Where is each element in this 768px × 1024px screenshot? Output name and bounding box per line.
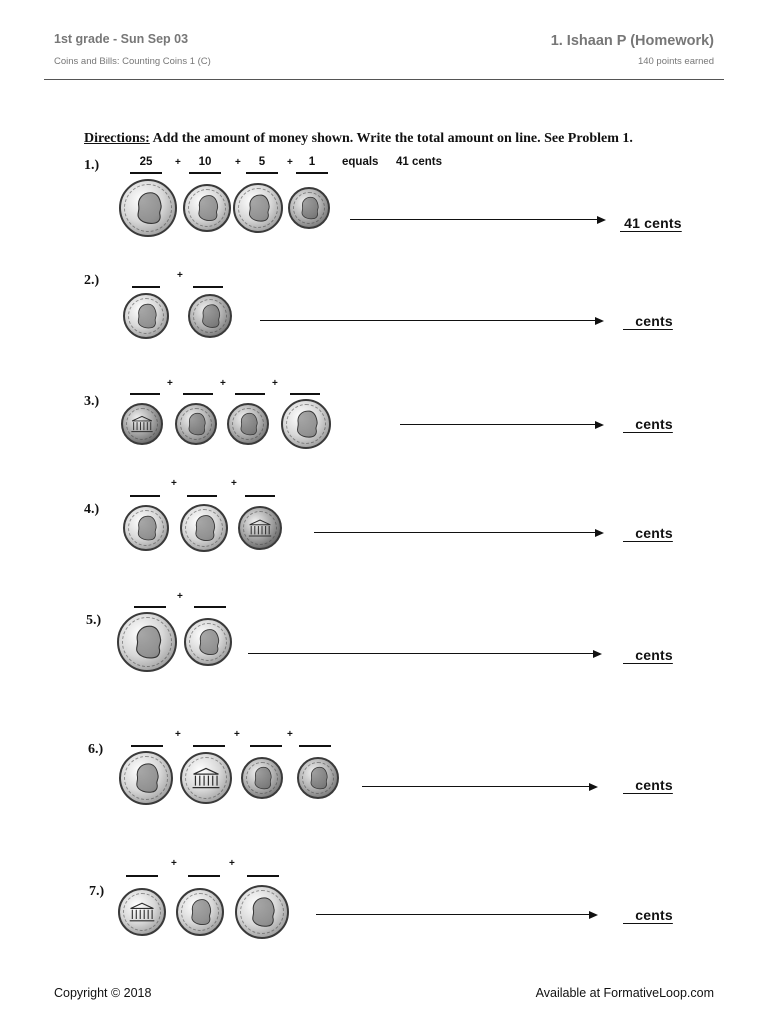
plus-sign: + [175, 157, 181, 168]
addend-blank[interactable] [290, 393, 320, 395]
addend-value: 25 [139, 156, 153, 168]
answer-line[interactable]: cents [623, 647, 673, 663]
dime-heads-coin-icon [176, 888, 224, 936]
penny-tails-coin-icon [121, 403, 163, 445]
addend-blank[interactable] [189, 172, 221, 174]
plus-sign: + [171, 478, 177, 489]
plus-sign: + [229, 858, 235, 869]
addend-blank[interactable] [126, 875, 158, 877]
nickel-tails-coin-icon [180, 752, 232, 804]
penny-heads-coin-icon [241, 757, 283, 799]
addend-blank[interactable] [193, 745, 225, 747]
arrow-head-icon [597, 216, 606, 224]
addend-blank[interactable] [245, 495, 275, 497]
addend-blank[interactable] [132, 286, 160, 288]
student-name: 1. Ishaan P (Homework) [550, 33, 714, 49]
plus-sign: + [175, 729, 181, 740]
nickel-heads-coin-icon [233, 183, 283, 233]
penny-tails-coin-icon [238, 506, 282, 550]
quarter-heads-coin-icon [119, 179, 177, 237]
dime-heads-coin-icon [123, 505, 169, 551]
addend-value: 5 [258, 156, 266, 168]
problem-number: 4.) [84, 502, 100, 517]
arrow-line [314, 532, 596, 533]
addend-value: 10 [198, 156, 212, 168]
problem-number: 1.) [84, 158, 100, 173]
penny-heads-coin-icon [188, 294, 232, 338]
arrow-line [350, 219, 598, 220]
answer-line[interactable]: cents [623, 416, 673, 432]
answer-line[interactable]: cents [623, 777, 673, 793]
nickel-heads-coin-icon [281, 399, 331, 449]
plus-sign: + [235, 157, 241, 168]
addend-blank[interactable] [235, 393, 265, 395]
plus-sign: + [167, 378, 173, 389]
problem-number: 2.) [84, 273, 100, 288]
addend-value: 1 [308, 156, 316, 168]
addend-blank[interactable] [246, 172, 278, 174]
arrow-line [248, 653, 594, 654]
dime-tails-coin-icon [118, 888, 166, 936]
penny-heads-coin-icon [297, 757, 339, 799]
plus-sign: + [177, 591, 183, 602]
plus-sign: + [231, 478, 237, 489]
plus-sign: + [171, 858, 177, 869]
dime-heads-coin-icon [183, 184, 231, 232]
addend-blank[interactable] [131, 745, 163, 747]
addend-blank[interactable] [247, 875, 279, 877]
arrow-head-icon [595, 529, 604, 537]
addend-blank[interactable] [296, 172, 328, 174]
problem-number: 6.) [88, 742, 104, 757]
equals-value: 41 cents [396, 156, 443, 168]
plus-sign: + [234, 729, 240, 740]
quarter-heads-coin-icon [117, 612, 177, 672]
problem-number: 7.) [89, 884, 105, 899]
arrow-head-icon [595, 317, 604, 325]
addend-blank[interactable] [299, 745, 331, 747]
plus-sign: + [272, 378, 278, 389]
directions-text: Add the amount of money shown. Write the total amount on line. See Problem 1. [152, 131, 633, 146]
addend-blank[interactable] [188, 875, 220, 877]
answer-line[interactable]: 41 cents [620, 215, 682, 231]
header-divider [44, 79, 724, 80]
arrow-line [362, 786, 590, 787]
directions-label: Directions: [84, 131, 150, 146]
worksheet-subtitle: Coins and Bills: Counting Coins 1 (C) [54, 56, 211, 67]
penny-heads-coin-icon [288, 187, 330, 229]
arrow-head-icon [589, 783, 598, 791]
points-earned: 140 points earned [637, 56, 714, 67]
arrow-head-icon [593, 650, 602, 658]
nickel-heads-coin-icon [180, 504, 228, 552]
addend-blank[interactable] [250, 745, 282, 747]
problem-number: 3.) [84, 394, 100, 409]
arrow-head-icon [595, 421, 604, 429]
directions [84, 131, 633, 147]
plus-sign: + [220, 378, 226, 389]
plus-sign: + [287, 729, 293, 740]
addend-blank[interactable] [193, 286, 223, 288]
plus-sign: + [177, 270, 183, 281]
addend-blank[interactable] [130, 172, 162, 174]
answer-line[interactable]: cents [623, 313, 673, 329]
penny-heads-coin-icon [227, 403, 269, 445]
dime-heads-coin-icon [184, 618, 232, 666]
arrow-line [316, 914, 590, 915]
problem-number: 5.) [86, 613, 102, 628]
copyright: Copyright © 2018 [54, 986, 152, 1000]
arrow-line [400, 424, 596, 425]
addend-blank[interactable] [187, 495, 217, 497]
answer-line[interactable]: cents [623, 907, 673, 923]
equals-label: equals [342, 156, 379, 168]
addend-blank[interactable] [130, 393, 160, 395]
answer-line[interactable]: cents [623, 525, 673, 541]
source-link: Available at FormativeLoop.com [535, 986, 714, 1000]
page-title: 1st grade - Sun Sep 03 [54, 32, 189, 46]
arrow-line [260, 320, 596, 321]
addend-blank[interactable] [130, 495, 160, 497]
arrow-head-icon [589, 911, 598, 919]
nickel-heads-coin-icon [119, 751, 173, 805]
addend-blank[interactable] [183, 393, 213, 395]
addend-blank[interactable] [194, 606, 226, 608]
nickel-heads-coin-icon [235, 885, 289, 939]
addend-blank[interactable] [134, 606, 166, 608]
plus-sign: + [287, 157, 293, 168]
penny-heads-coin-icon [175, 403, 217, 445]
dime-heads-coin-icon [123, 293, 169, 339]
